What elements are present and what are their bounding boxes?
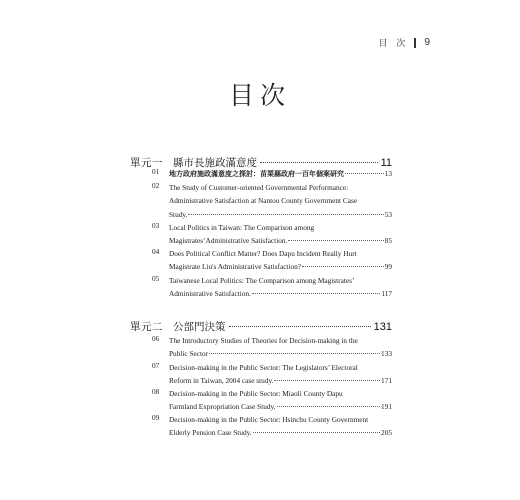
dot-leader [209, 353, 380, 354]
dot-leader [274, 380, 380, 381]
entry-title-line: Administrative Satisfaction. [169, 289, 251, 299]
entry-title-line: Elderly Pension Case Study. [169, 428, 252, 438]
entry-number: 09 [152, 413, 160, 422]
entry-title-line: Magistrates’Administrative Satisfaction. [169, 236, 288, 246]
entry-number: 04 [152, 247, 160, 256]
dot-leader [252, 293, 380, 294]
entry-page: 171 [381, 376, 392, 386]
entry-number: 01 [152, 167, 160, 176]
unit-heading[interactable] [130, 319, 392, 334]
entry-number: 06 [152, 334, 160, 343]
entry-title-line: 地方政府施政滿意度之探討：苗栗縣政府一百年個案研究 [169, 169, 344, 178]
entry-title-line: Taiwanese Local Politics: The Comparison among Magistrates’ [169, 276, 355, 285]
entry-title-line: Does Political Conflict Matter? Does Dapu Incident Really Hurt [169, 249, 357, 258]
unit-title: 縣市長施政滿意度 [173, 157, 257, 169]
header-divider [414, 38, 416, 48]
entry-title-line: The Introductory Studies of Theories for Decision-making in the [169, 336, 358, 345]
dot-leader [345, 173, 384, 174]
entry-page: 191 [381, 402, 392, 412]
entry-title-line: Public Sector [169, 349, 209, 359]
entry-number: 03 [152, 221, 160, 230]
dot-leader [302, 266, 384, 267]
entry-title-line: Decision-making in the Public Sector: Hsinchu County Government [169, 415, 369, 424]
dot-leader [253, 432, 380, 433]
entry-title-line: Farmland Expropriation Case Study. [169, 402, 276, 412]
entry-number: 08 [152, 387, 160, 396]
unit-page: 131 [373, 321, 392, 333]
page-number: 9 [424, 37, 430, 48]
entry-page: 133 [381, 349, 392, 359]
entry-title-line: Magistrate Liu's Administrative Satisfaction? [169, 262, 302, 272]
dot-leader [288, 240, 383, 241]
running-header-title: 目 次 [378, 39, 409, 49]
toc-entry[interactable] [152, 334, 392, 361]
entry-page: 85 [384, 236, 392, 246]
toc-entry[interactable] [152, 361, 392, 388]
toc-entry[interactable] [152, 413, 392, 440]
dot-leader [277, 406, 381, 407]
entry-number: 02 [152, 181, 160, 190]
entry-number: 07 [152, 361, 160, 370]
entry-title-line: The Study of Customer-oriented Governmental Performance: [169, 183, 349, 192]
unit-page: 11 [380, 157, 392, 169]
entry-title-line: Decision-making in the Public Sector: Miaoli County Dapu [169, 389, 343, 398]
toc-entry[interactable] [152, 274, 392, 301]
unit-label: 單元一 [130, 157, 163, 169]
entry-title-line: Study. [169, 209, 188, 219]
entry-page: 53 [384, 209, 392, 219]
page-title: 目次 [228, 81, 291, 110]
toc-entry[interactable] [152, 247, 392, 274]
entry-title-line: Decision-making in the Public Sector: The Legislators’ Electoral [169, 363, 358, 372]
unit-title: 公部門決策 [173, 321, 226, 333]
toc-entry[interactable] [152, 167, 392, 180]
entry-number: 05 [152, 274, 160, 283]
entry-page: 205 [381, 428, 392, 438]
entry-title-line: Local Politics in Taiwan: The Comparison among [169, 223, 315, 232]
running-header [379, 36, 430, 49]
toc-entry[interactable] [152, 387, 392, 414]
entry-title-line: Administrative Satisfaction at Nantou County Government Case [169, 196, 358, 206]
entry-title-line: Reform in Taiwan, 2004 case study. [169, 376, 274, 386]
entry-page: 13 [384, 169, 392, 178]
toc-entry[interactable] [152, 221, 392, 248]
dot-leader [188, 214, 383, 215]
toc-entry[interactable] [152, 181, 392, 221]
unit-label: 單元二 [130, 321, 163, 333]
entry-page: 99 [384, 262, 392, 272]
dot-leader [260, 162, 378, 163]
entry-page: 117 [381, 289, 392, 299]
dot-leader [229, 326, 371, 327]
